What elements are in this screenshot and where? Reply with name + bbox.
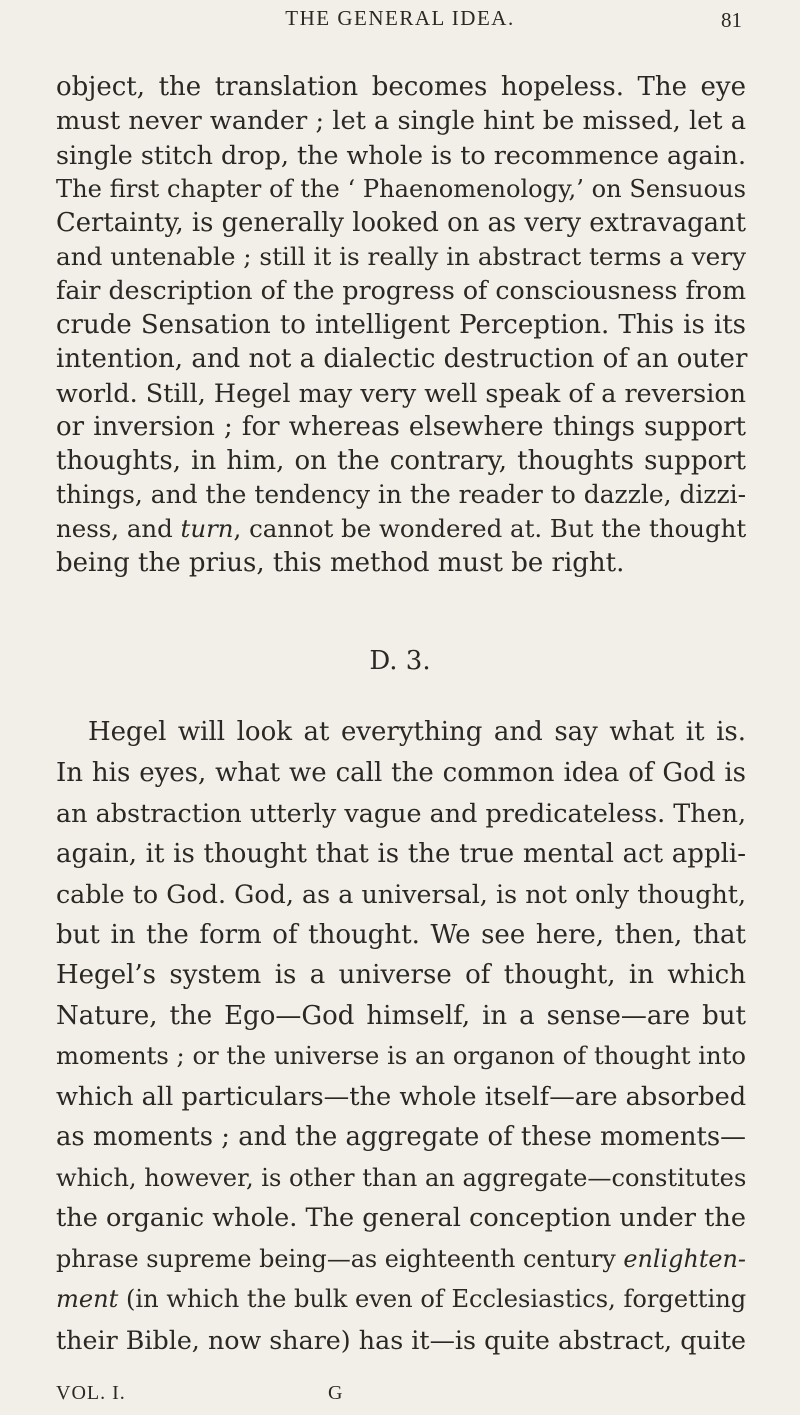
text-line: cable to God. God, as a universal, is not only thought, bbox=[56, 879, 746, 909]
text-line: single stitch drop, the whole is to recommence again. bbox=[56, 140, 747, 170]
text-line: object, the translation becomes hopeless. The eye bbox=[56, 72, 746, 102]
italic-text: enlighten- bbox=[623, 1244, 746, 1273]
page-number: 81 bbox=[721, 8, 742, 32]
text-line: world. Still, Hegel may very well speak of a reversion bbox=[56, 378, 746, 408]
text-line: and untenable ; still it is really in abstract terms a very bbox=[56, 242, 747, 271]
text-line: but in the form of thought. We see here, then, that bbox=[56, 919, 746, 950]
text-line: again, it is thought that is the true mental act appli- bbox=[56, 838, 746, 869]
text-line: which all particulars—the whole itself—are absorbed bbox=[56, 1081, 747, 1112]
line-text: phrase supreme being—as eighteenth century bbox=[56, 1244, 624, 1273]
text-line: which, however, is other than an aggregate—constitutes bbox=[56, 1163, 747, 1192]
text-line: an abstraction utterly vague and predicateless. Then, bbox=[56, 798, 747, 828]
text-line: must never wander ; let a single hint be missed, let a bbox=[56, 106, 746, 136]
text-line: Hegel will look at everything and say what it is. bbox=[88, 717, 746, 747]
italic-text: turn bbox=[180, 514, 234, 543]
line-text: (in which the bulk even of Ecclesiastics, forgetting bbox=[118, 1285, 747, 1313]
line-text: ness, and bbox=[56, 514, 181, 543]
text-line: fair description of the progress of consciousness from bbox=[56, 276, 746, 305]
text-line: moments ; or the universe is an organon of thought into bbox=[56, 1041, 746, 1070]
running-title: THE GENERAL IDEA. bbox=[285, 6, 515, 30]
text-line: their Bible, now share) has it—is quite abstract, quite bbox=[56, 1324, 746, 1355]
text-line: Nature, the Ego—God himself, in a sense—are but bbox=[56, 1000, 746, 1031]
text-line: or inversion ; for whereas elsewhere things support bbox=[56, 412, 746, 442]
text-line bbox=[56, 1239, 746, 1279]
section-heading: D. 3. bbox=[369, 646, 431, 676]
text-line: intention, and not a dialectic destruction of an outer bbox=[56, 344, 748, 374]
text-line bbox=[56, 1279, 746, 1319]
text-line: In his eyes, what we call the common idea of God is bbox=[56, 757, 746, 788]
line-text: , cannot be wondered at. But the thought bbox=[233, 514, 747, 543]
running-head bbox=[0, 6, 800, 36]
italic-text: ment bbox=[56, 1285, 119, 1313]
text-line: Hegel’s system is a universe of thought, in which bbox=[56, 960, 746, 990]
text-line: the organic whole. The general conception under the bbox=[56, 1203, 746, 1233]
text-line: things, and the tendency in the reader to dazzle, dizzi- bbox=[56, 480, 747, 509]
volume-label: VOL. I. bbox=[56, 1382, 126, 1404]
text-line: The first chapter of the ‘ Phaenomenology,’ on Sensuous bbox=[56, 175, 746, 203]
text-line: being the prius, this method must be right. bbox=[56, 548, 625, 578]
text-line bbox=[56, 512, 746, 546]
signature-mark: G bbox=[328, 1382, 344, 1404]
signature-line bbox=[56, 1382, 746, 1408]
text-line: Certainty, is generally looked on as very extravagant bbox=[56, 208, 746, 238]
text-line: as moments ; and the aggregate of these moments— bbox=[56, 1122, 746, 1152]
text-line: thoughts, in him, on the contrary, thoughts support bbox=[56, 446, 746, 476]
text-line: crude Sensation to intelligent Perception. This is its bbox=[56, 310, 746, 340]
